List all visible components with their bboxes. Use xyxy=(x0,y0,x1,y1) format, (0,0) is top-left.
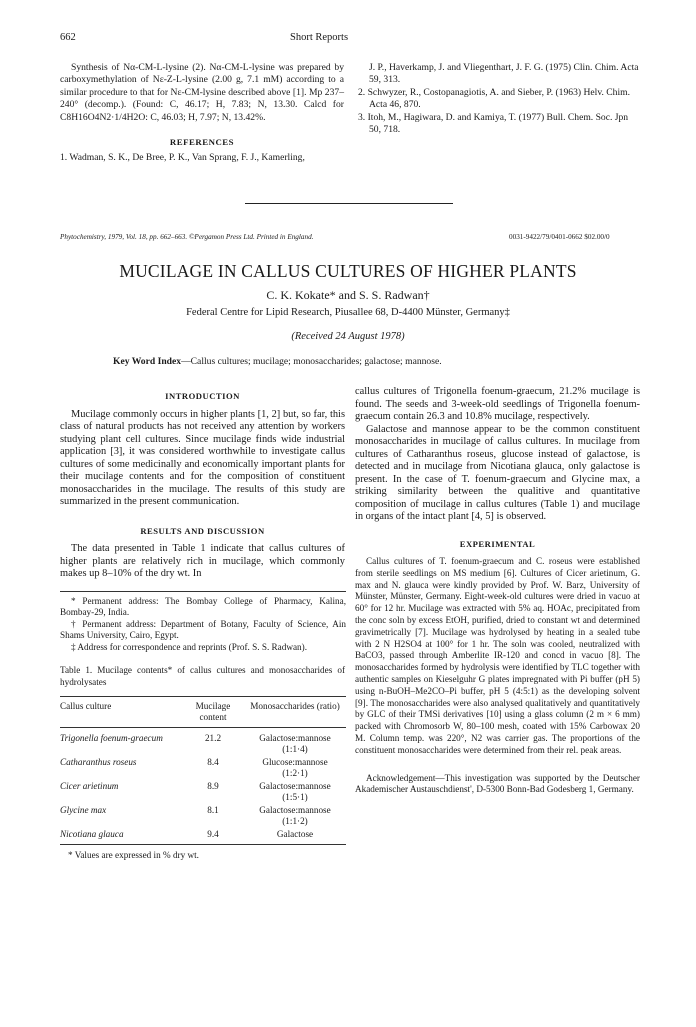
section-divider xyxy=(245,203,453,204)
ratio: (1:5·1) xyxy=(282,791,308,802)
results-continued-text: callus cultures of Trigonella foenum-graecum, 21.2% mucilage is found. The seeds and 3-week-old seedlings of Trigonella foenum-graecum contain 26.3 and 10.8% mucilage, respectively. xyxy=(355,386,640,422)
column-header: Monosaccharides (ratio) xyxy=(250,700,340,711)
culture-name: Glycine max xyxy=(60,804,107,815)
monosaccharides: Galactose:mannose xyxy=(259,804,331,815)
table-header-row xyxy=(60,696,346,727)
introduction-heading: INTRODUCTION xyxy=(165,391,240,401)
mucilage-content: 8.4 xyxy=(207,756,219,767)
footnote-item: * Permanent address: The Bombay College of Pharmacy, Kalina, Bombay-29, India. xyxy=(60,595,346,618)
column-header: Mucilage content xyxy=(195,700,231,722)
table-footnote: * Values are expressed in % dry wt. xyxy=(68,849,199,860)
reference-item: J. P., Haverkamp, J. and Vliegenthart, J. F. G. (1975) Clin. Chim. Acta 59, 313. xyxy=(369,62,639,86)
mucilage-content: 8.1 xyxy=(207,804,219,815)
page-number: 662 xyxy=(60,32,76,43)
ratio: (1:1·4) xyxy=(282,743,308,754)
left-column xyxy=(60,386,345,861)
mucilage-content: 21.2 xyxy=(204,732,222,743)
mucilage-content: 9.4 xyxy=(207,828,219,839)
results-heading: RESULTS AND DISCUSSION xyxy=(140,525,265,536)
table-row xyxy=(60,804,346,828)
reference-item: 3. Itoh, M., Hagiwara, D. and Kamiya, T. (1977) Bull. Chem. Soc. Jpn 50, 718. xyxy=(358,111,629,136)
author-affiliation: Federal Centre for Lipid Research, Piusallee 68, D-4400 Münster, Germany‡ xyxy=(186,307,510,318)
introduction-text: Mucilage commonly occurs in higher plants [1, 2] but, so far, this class of natural products has not received any attention by workers studying plant cell cultures. Since mucilage finds wide industrial application [3], it was considered worthwhile to investigate callus cultures of some medicinally and economically important plants for their mucilage contents and for the composition of constituent monosaccharides in the mucilage. The results of this study are summarized in the present communication. xyxy=(60,408,345,507)
previous-article-left-column xyxy=(60,62,344,165)
previous-article-tail xyxy=(60,62,640,165)
article-body xyxy=(60,386,640,861)
received-date: (Received 24 August 1978) xyxy=(291,331,405,342)
acknowledgement-text: Acknowledgement—This investigation was supported by the Deutscher Akademischer Austauschdienst', D-5300 Bonn-Bad Godesberg 1, Germany. xyxy=(355,772,640,795)
culture-name: Catharanthus roseus xyxy=(60,756,137,767)
results-continued-text: Galactose and mannose appear to be the common constituent monosaccharides in mucilage of callus cultures. In mucilage from cultures of Catharanthus roseus, glucose instead of galactose, is detected and in mucilage from Nicotiana glauca, only galactose is present. In the case of T. foenum-graecum and Glycine max, a striking similarity between the qualitive and quantitative composition of mucilage in callus cultures (Table 1) and mucilage in organs of the intact plant [4, 5] is observed. xyxy=(355,423,640,522)
experimental-heading: EXPERIMENTAL xyxy=(459,538,536,549)
article-authors: C. K. Kokate* and S. S. Radwan† xyxy=(266,288,430,302)
keywords-label: Key Word Index xyxy=(113,356,182,367)
experimental-text: Callus cultures of T. foenum-graecum and C. roseus were established from sterile seedlings on MS medium [6]. Cultures of Cicer arietinum, G. max and N. glauca were kindly provided by Prof. W. Barz, University of Münster, Münster, Germany. Eight-week-old cultures were dried in vacuo at 60° for 12 hr. Mucilage was extracted with 5% aq. HOAc, precipitated from the conc soln by excess EtOH, purified, dried to constant wt and determined gravimetrically [7]. Mucilage was hydrolysed by heating in a sealed tube with 2 N H2SO4 at 100° for 1 hr. The soln was cooled, neutralized with BaCO3, passed through Amberlite IR-120 and concd in vacuo [8]. The monosaccharides formed by hydrolysis were identified by TLC together with authentic samples on Kieselguhr G plates impregnated with Pi buffer (pH 5) using n-BuOH–Me2CO–Pi buffer, pH 5 (4:5:1) as the developing solvent [9]. The monosaccharides were also analysed qualitatively and quantitatively by GLC of their TMSi derivatives [10] using a glass column (2 m × 6 mm) packed with Chromosorb W, 80–100 mesh, coated with 15% Carbowax 20 M. Column temp. was 220°, N2 was carrier gas. The proportions of the constituent monosaccharides were determined from their rel. peak areas. xyxy=(355,556,640,755)
reference-item: 2. Schwyzer, R., Costopanagiotis, A. and Sieber, P. (1963) Helv. Chim. Acta 46, 870. xyxy=(358,86,631,111)
journal-citation: Phytochemistry, 1979, Vol. 18, pp. 662–663. ©Pergamon Press Ltd. Printed in England. xyxy=(60,233,314,241)
column-header: Callus culture xyxy=(60,700,112,711)
ratio: (1:2·1) xyxy=(282,767,308,778)
synthesis-paragraph: Synthesis of Nα-CM-L-lysine (2). Nα-CM-L-lysine was prepared by carboxymethylation of Nε-Z-L-lysine (2.00 g, 7.1 mM) according to a similar procedure to that for Nε-CM-lysine described above [1]. Mp 237–240° (decomp.). (Found: C, 46.17; H, 7.83; N, 13.30. Calcd for C8H16O4N2·1/4H2O: C, 46.03; H, 7.97; N, 13.42%. xyxy=(60,62,344,123)
results-text: The data presented in Table 1 indicate that callus cultures of higher plants are relatively rich in mucilage, which commonly makes up 8–10% of the dry wt. In xyxy=(60,543,345,579)
table-row xyxy=(60,780,346,804)
ratio: (1:1·2) xyxy=(282,815,308,826)
mucilage-content: 8.9 xyxy=(207,780,219,791)
running-head: Short Reports xyxy=(290,32,349,43)
experimental-section xyxy=(355,556,640,796)
table-row xyxy=(60,727,346,756)
table-caption: Table 1. Mucilage contents* of callus cultures and monosaccharides of hydrolysates xyxy=(60,665,345,688)
mucilage-table xyxy=(60,696,346,845)
previous-article-right-column xyxy=(358,62,640,165)
reference-item: 1. Wadman, S. K., De Bree, P. K., Van Sprang, F. J., Kamerling, xyxy=(60,152,305,164)
footnote-item: ‡ Address for correspondence and reprints (Prof. S. S. Radwan). xyxy=(71,641,308,652)
footnotes xyxy=(60,591,346,654)
right-column xyxy=(355,386,640,861)
culture-name: Cicer arietinum xyxy=(60,780,119,791)
monosaccharides: Galactose xyxy=(276,828,314,839)
monosaccharides: Glucose:mannose xyxy=(262,756,328,767)
culture-name: Nicotiana glauca xyxy=(60,828,124,839)
footnote-item: † Permanent address: Department of Botany, Faculty of Science, Ain Shams University, Cairo, Egypt. xyxy=(60,618,346,641)
table-row xyxy=(60,828,346,845)
references-heading: REFERENCES xyxy=(169,137,235,148)
culture-name: Trigonella foenum-graecum xyxy=(60,732,163,743)
monosaccharides: Galactose:mannose xyxy=(259,780,331,791)
article-title: MUCILAGE IN CALLUS CULTURES OF HIGHER PLANTS xyxy=(119,261,577,281)
monosaccharides: Galactose:mannose xyxy=(259,732,331,743)
keyword-index xyxy=(113,356,442,367)
keywords-text: —Callus cultures; mucilage; monosaccharides; galactose; mannose. xyxy=(181,356,442,367)
table-row xyxy=(60,756,346,780)
journal-code: 0031-9422/79/0401-0662 $02.00/0 xyxy=(509,233,610,241)
